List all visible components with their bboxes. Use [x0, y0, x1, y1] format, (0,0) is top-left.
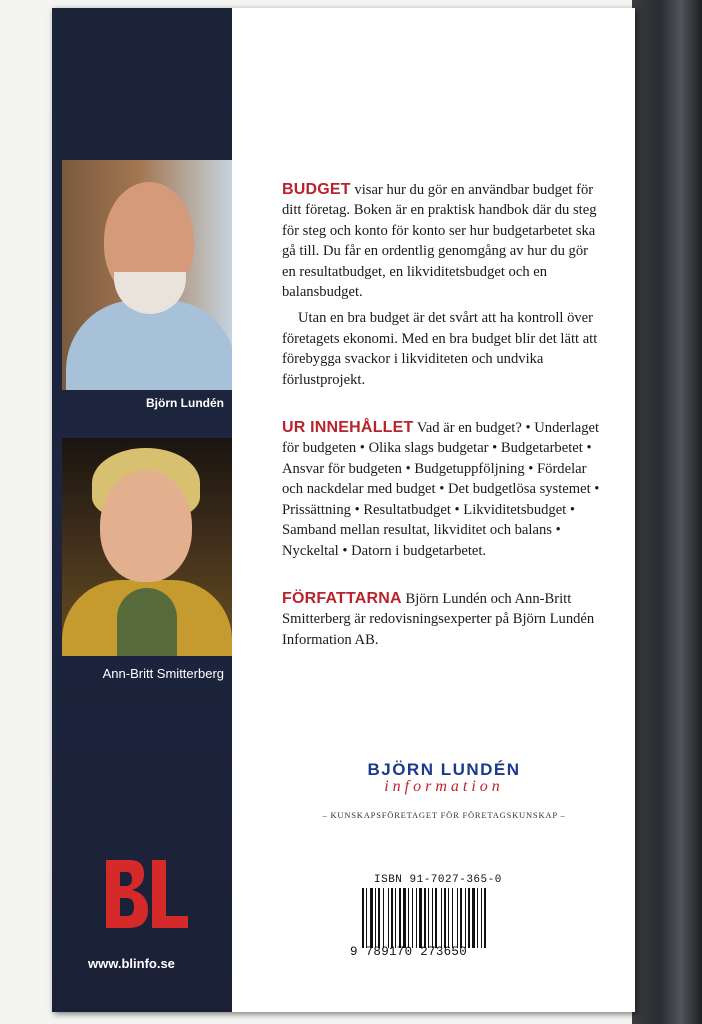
budget-text: visar hur du gör en användbar budget för ditt företag. Boken är en praktisk handbok där du steg för steg och konto för konto ser hur budgetarbetet ska gå till. Du får en ordentlig genomgång av hur du gör en resultatbudget, en likviditetsbudget och en balansbudget.	[282, 182, 597, 301]
description-column	[282, 180, 602, 656]
publisher-name: BJÖRN LUNDÉN	[367, 760, 521, 779]
author-caption-2: Ann-Britt Smitterberg	[102, 666, 224, 681]
budget-paragraph-2: Utan en bra budget är det svårt att ha kontroll över företagets ekonomi. Med en bra budget blir det lätt att förebygga svackor i likviditeten och undvika förlustprojekt.	[282, 310, 598, 388]
publisher-tagline: – KUNSKAPSFÖRETAGET FÖR FÖRETAGSKUNSKAP –	[322, 810, 566, 820]
author-photo-bjorn	[62, 160, 232, 390]
contents-text: Vad är en budget? • Underlaget för budgeten • Olika slags budgetar • Budgetarbetet • Ansvar för budgeten • Budgetuppföljning • Fördelar och nackdelar med budget • Det budgetlösa systemet • Prissättning • Resultatbudget • Likviditetsbudget • Samband mellan resultat, likviditet och balans • Nyckeltal • Datorn i budgetarbetet.	[282, 420, 600, 559]
authors-heading: FÖRFATTARNA	[282, 589, 402, 607]
authors-text: Björn Lundén och Ann-Britt Smitterberg är redovisningsexperter på Björn Lundén Information AB.	[282, 590, 595, 648]
isbn-label: ISBN 91-7027-365-0	[374, 874, 502, 886]
budget-heading: BUDGET	[282, 181, 351, 198]
bl-logo-icon	[100, 850, 190, 950]
publisher-subname: information	[384, 778, 504, 795]
author-caption-1: Björn Lundén	[146, 396, 224, 410]
book-edge-shadow	[632, 0, 702, 1024]
contents-paragraph	[282, 418, 602, 561]
contents-heading: UR INNEHÅLLET	[282, 419, 414, 437]
budget-paragraph	[282, 180, 602, 302]
ean-number: 9 789170 273650	[350, 945, 468, 959]
publisher-block	[284, 760, 604, 820]
author-photo-ann-britt	[62, 438, 232, 656]
authors-paragraph	[282, 589, 602, 650]
publisher-url[interactable]: www.blinfo.se	[88, 956, 175, 971]
barcode-icon	[360, 888, 510, 948]
book-back-cover	[52, 8, 635, 1012]
